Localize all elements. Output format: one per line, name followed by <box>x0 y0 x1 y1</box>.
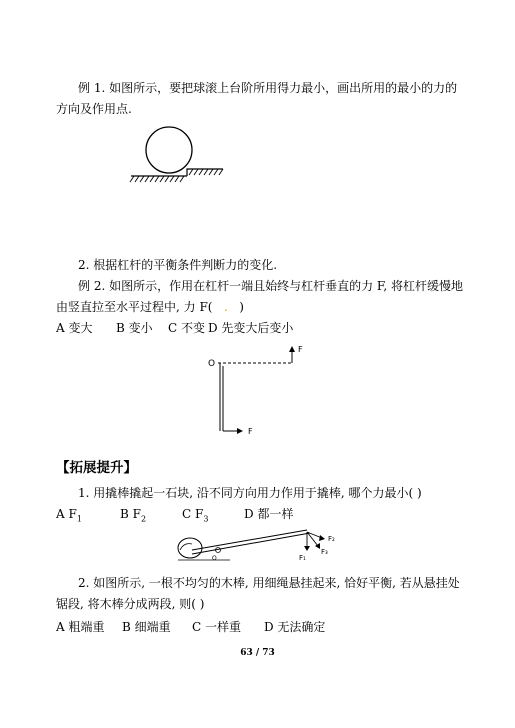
crowbar-figure <box>170 520 350 566</box>
q2-option-a[interactable]: A 粗端重 <box>56 620 105 634</box>
ex2-text-line1: 例 2. 如图所示，作用在杠杆一端且始终与杠杆垂直的力 F, 将杠杆缓慢地 <box>78 279 463 293</box>
option-a[interactable]: A 变大 <box>56 321 93 335</box>
page-number: 63 / 73 <box>240 648 275 658</box>
ex2-text-line2: 由竖直拉至水平过程中, 力 F( . ) <box>56 300 244 314</box>
q2-options <box>56 619 325 635</box>
q1-option-a[interactable]: A $F_1$ <box>56 507 82 524</box>
lever-figure <box>204 340 314 440</box>
q1-option-b[interactable]: B $F_2$ <box>120 507 147 524</box>
ex2-options <box>56 320 293 336</box>
q2-text-line2: 锯段, 将木棒分成两段, 则( ) <box>56 597 205 611</box>
q1-option-c[interactable]: C $F_3$ <box>182 507 209 524</box>
q2-option-d[interactable]: D 无法确定 <box>264 620 326 634</box>
force-f3-label: F₃ <box>321 548 328 556</box>
option-b[interactable]: B 变小 <box>116 321 153 335</box>
sec2-title: 2. 根据杠杆的平衡条件判断力的变化. <box>78 258 278 272</box>
force-top-label: F <box>298 345 303 354</box>
crowbar <box>192 530 307 550</box>
ball <box>146 127 192 173</box>
pivot-label-o: O <box>208 359 216 369</box>
q2-option-c[interactable]: C 一样重 <box>192 620 241 634</box>
force-f1-label: F₁ <box>299 554 306 562</box>
q2-text-line1: 2. 如图所示, 一根不均匀的木棒, 用细绳悬挂起来, 恰好平衡, 若从悬挂处 <box>78 576 460 590</box>
section-heading: 【拓展提升】 <box>56 460 137 476</box>
force-f2-label: F₂ <box>328 535 335 543</box>
ground-hatch <box>130 176 184 182</box>
fulcrum-label-o: O <box>212 555 217 562</box>
q1-text: 1. 用撬棒撬起一石块, 沿不同方向用力作用于撬棒, 哪个力最小( ) <box>78 486 422 500</box>
option-c[interactable]: C 不变 <box>168 321 205 335</box>
ex1-text-line1: 例 1. 如图所示，要把球滚上台阶所用得力最小，画出所用的最小的力的 <box>78 81 458 95</box>
q2-option-b[interactable]: B 细端重 <box>122 620 171 634</box>
step-hatch <box>189 169 223 175</box>
ex1-text-line2: 方向及作用点. <box>56 102 132 116</box>
q1-option-d[interactable]: D 都一样 <box>244 507 294 521</box>
option-d[interactable]: D 先变大后变小 <box>208 321 294 335</box>
ball-step-figure <box>125 118 245 188</box>
force-bottom-label: F <box>248 427 253 436</box>
